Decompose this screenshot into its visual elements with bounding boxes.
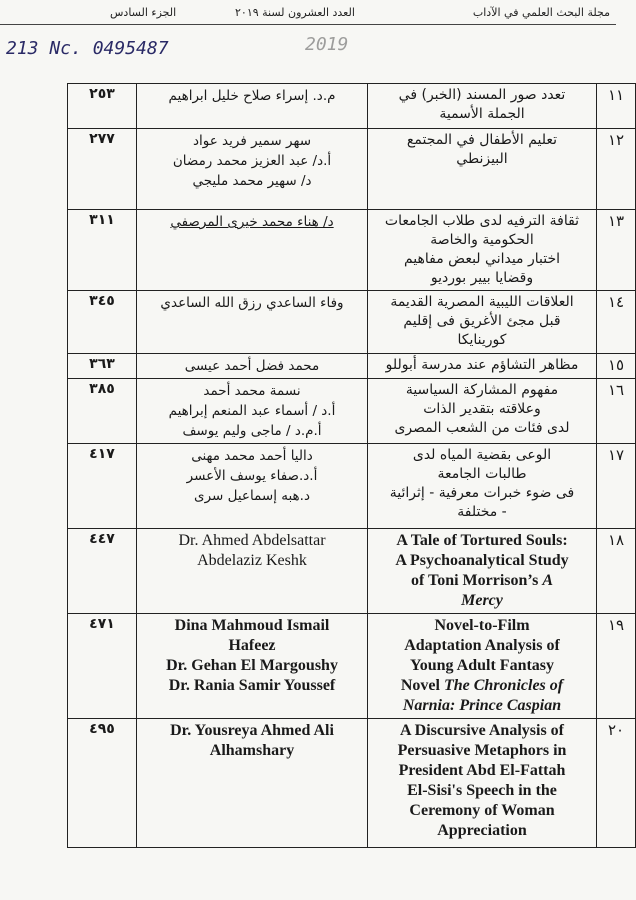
paper-title: Novel-to-Film Adaptation Analysis of Young Adult Fantasy Novel The Chronicles of Narnia: Prince Caspian (368, 614, 597, 719)
table-row (68, 719, 636, 848)
handwritten-annotation (0, 28, 616, 64)
row-number: ١٤ (597, 291, 636, 354)
paper-title: العلاقات الليبية المصرية القديمة قبل مجئ الأغريق فى إقليم كورينايكا (368, 291, 597, 354)
page-number: ٤٧١ (68, 614, 137, 719)
row-number: ١٥ (597, 354, 636, 379)
part-label: الجزء السادس (110, 6, 177, 19)
page-number: ٣١١ (68, 210, 137, 291)
paper-title: مفهوم المشاركة السياسية وعلاقته بتقدير الذات لدى فئات من الشعب المصرى (368, 379, 597, 444)
page-number: ٤١٧ (68, 444, 137, 529)
paper-title: A Discursive Analysis of Persuasive Metaphors in President Abd El-Fattah El-Sisi's Speech in the Ceremony of Woman Appreciation (368, 719, 597, 848)
running-header (0, 4, 616, 24)
handwritten-number: 213 Nc. 0495487 (6, 38, 169, 59)
page-number: ٣٨٥ (68, 379, 137, 444)
row-number: ١٨ (597, 529, 636, 614)
paper-authors: وفاء الساعدي رزق الله الساعدي (137, 291, 368, 354)
page-number: ٢٧٧ (68, 129, 137, 210)
table-row (68, 529, 636, 614)
table-row (68, 129, 636, 210)
table-row (68, 379, 636, 444)
row-number: ١٧ (597, 444, 636, 529)
paper-authors: د/ هناء محمد خيرى المرصفي (137, 210, 368, 291)
paper-title: تعدد صور المسند (الخبر) في الجملة الأسمية (368, 84, 597, 129)
row-number: ١٣ (597, 210, 636, 291)
page-number: ٤٩٥ (68, 719, 137, 848)
table-row (68, 210, 636, 291)
journal-title: مجلة البحث العلمي في الآداب (472, 6, 610, 19)
row-number: ١١ (597, 84, 636, 129)
table-row (68, 84, 636, 129)
table-row (68, 354, 636, 379)
handwritten-year: 2019 (305, 34, 349, 55)
page-number: ٤٤٧ (68, 529, 137, 614)
table-row (68, 614, 636, 719)
paper-title: تعليم الأطفال في المجتمع البيزنطي (368, 129, 597, 210)
paper-title: الوعى بقضية المياه لدى طالبات الجامعة فى ضوء خبرات معرفية - إثرائية - مختلفة (368, 444, 597, 529)
contents-table (67, 83, 636, 848)
paper-authors: محمد فضل أحمد عيسى (137, 354, 368, 379)
paper-authors: نسمة محمد أحمد أ.د / أسماء عبد المنعم إبراهيم أ.م.د / ماجى وليم يوسف (137, 379, 368, 444)
paper-authors: Dr. Yousreya Ahmed Ali Alhamshary (137, 719, 368, 848)
paper-title: A Tale of Tortured Souls: A Psychoanalytical Study of Toni Morrison’s A Mercy (368, 529, 597, 614)
table-row (68, 291, 636, 354)
row-number: ١٢ (597, 129, 636, 210)
page-number: ٢٥٣ (68, 84, 137, 129)
row-number: ٢٠ (597, 719, 636, 848)
page-number: ٣٤٥ (68, 291, 137, 354)
paper-authors: داليا أحمد محمد مهنى أ.د.صفاء يوسف الأعسر د.هبه إسماعيل سرى (137, 444, 368, 529)
paper-authors: Dina Mahmoud Ismail Hafeez Dr. Gehan El Margoushy Dr. Rania Samir Youssef (137, 614, 368, 719)
paper-authors: م.د. إسراء صلاح خليل ابراهيم (137, 84, 368, 129)
table-row (68, 444, 636, 529)
issue-label: العدد العشرون لسنة ٢٠١٩ (235, 6, 355, 19)
paper-title: مظاهر التشاؤم عند مدرسة أبوللو (368, 354, 597, 379)
paper-authors: سهر سمير فريد عواد أ.د/ عبد العزيز محمد رمضان د/ سهير محمد مليجي (137, 129, 368, 210)
row-number: ١٦ (597, 379, 636, 444)
row-number: ١٩ (597, 614, 636, 719)
paper-title: ثقافة الترفيه لدى طلاب الجامعات الحكومية والخاصة اختبار ميداني لبعض مفاهيم وقضايا بيير بورديو (368, 210, 597, 291)
page-number: ٣٦٣ (68, 354, 137, 379)
header-divider (0, 24, 616, 25)
paper-authors: Dr. Ahmed Abdelsattar Abdelaziz Keshk (137, 529, 368, 614)
